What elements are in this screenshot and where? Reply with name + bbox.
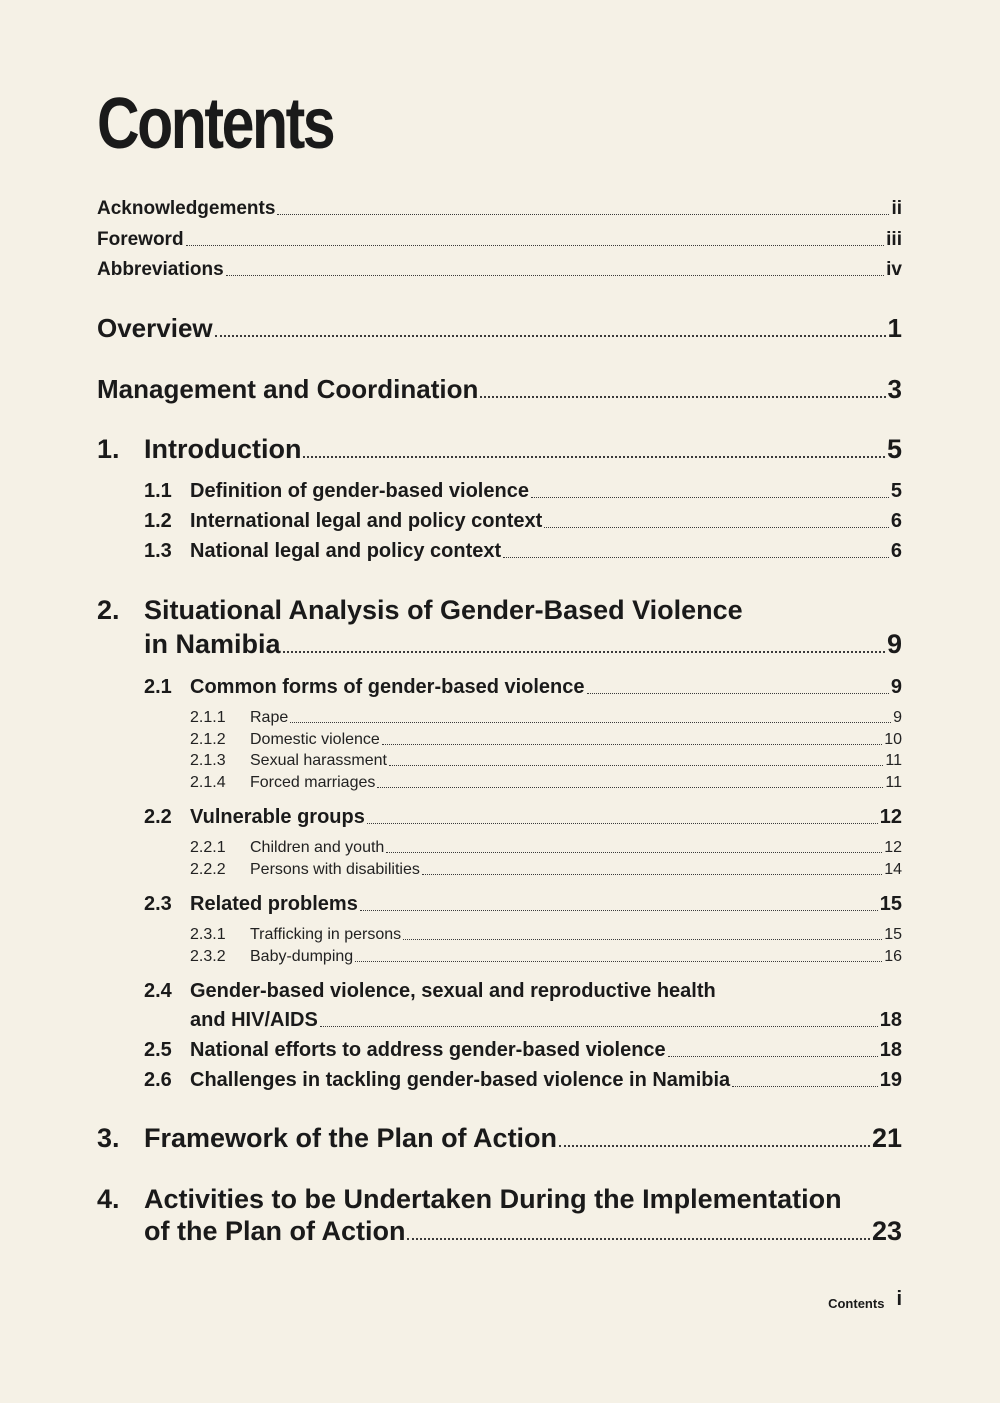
toc-entry-page: 6: [890, 510, 902, 532]
chapter-number: 3.: [97, 1123, 120, 1153]
toc-subsection-2-1-3[interactable]: [190, 752, 902, 770]
section-number: 1.2: [144, 510, 172, 532]
subsection-number: 2.2.1: [190, 839, 226, 856]
toc-entry-label: Common forms of gender-based violence: [190, 676, 585, 698]
toc-entry-label: and HIV/AIDS: [190, 1009, 318, 1031]
toc-entry-label: International legal and policy context: [190, 510, 543, 532]
toc-entry-label: Related problems: [190, 893, 358, 915]
toc-entry-label: of the Plan of Action: [144, 1216, 406, 1246]
dot-leader: [559, 1145, 870, 1147]
toc-entry-acknowledgements[interactable]: [97, 198, 902, 220]
toc-entry-page: 1: [887, 313, 902, 343]
dot-leader: [407, 1238, 869, 1240]
toc-subsection-2-2-1[interactable]: [190, 839, 902, 857]
toc-section-1-1[interactable]: [144, 480, 902, 503]
subsection-number: 2.1.1: [190, 709, 226, 726]
dot-leader: [290, 722, 891, 723]
toc-entry-label: Persons with disabilities: [250, 861, 420, 878]
dot-leader: [422, 874, 882, 875]
toc-section-2-6[interactable]: [144, 1069, 902, 1092]
toc-section-2-1[interactable]: [144, 676, 902, 699]
toc-entry-label: Children and youth: [250, 839, 385, 856]
section-number: 2.4: [144, 980, 172, 1002]
toc-subsection-2-2-2[interactable]: [190, 861, 902, 879]
toc-entry-page: 10: [884, 731, 902, 748]
toc-entry-label: Baby-dumping: [250, 948, 354, 965]
dot-leader: [277, 214, 889, 215]
toc-entry-label: Introduction: [144, 434, 302, 464]
toc-entry-page: 12: [884, 839, 902, 856]
toc-section-1-2[interactable]: [144, 510, 902, 533]
toc-entry-page: ii: [891, 198, 902, 219]
section-number: 1.3: [144, 540, 172, 562]
toc-entry-abbreviations[interactable]: [97, 259, 902, 281]
toc-section-2-4[interactable]: [190, 1009, 902, 1032]
toc-entry-label: Rape: [250, 709, 289, 726]
toc-section-2-5[interactable]: [144, 1039, 902, 1062]
dot-leader: [389, 765, 883, 766]
toc-entry-label: Trafficking in persons: [250, 926, 402, 943]
chapter-number: 2.: [97, 595, 120, 625]
dot-leader: [355, 961, 882, 962]
subsection-number: 2.1.3: [190, 752, 226, 769]
toc-entry-page: 9: [886, 629, 902, 659]
chapter-number: 4.: [97, 1184, 120, 1214]
toc-subsection-2-1-1[interactable]: [190, 709, 902, 727]
toc-chapter-4[interactable]: [144, 1216, 902, 1247]
toc-chapter-1[interactable]: [97, 434, 902, 465]
toc-entry-label: in Namibia: [144, 629, 281, 659]
section-number: 2.5: [144, 1039, 172, 1061]
toc-entry-management[interactable]: [97, 374, 902, 405]
toc-entry-label: Situational Analysis of Gender-Based Violence: [144, 595, 743, 625]
toc-entry-page: 11: [885, 752, 902, 769]
toc-entry-page: 12: [879, 806, 902, 828]
subsection-number: 2.2.2: [190, 861, 226, 878]
footer-page-number: i: [896, 1288, 902, 1310]
toc-entry-label: Activities to be Undertaken During the Implementation: [144, 1184, 842, 1214]
toc-chapter-2-title-line1[interactable]: [97, 595, 743, 626]
dot-leader: [587, 693, 889, 694]
toc-section-2-2[interactable]: [144, 806, 902, 829]
toc-entry-label: Challenges in tackling gender-based violence in Namibia: [190, 1069, 731, 1091]
toc-entry-label: Sexual harassment: [250, 752, 387, 769]
toc-entry-label: Management and Coordination: [97, 374, 479, 404]
dot-leader: [403, 939, 882, 940]
toc-entry-label: Foreword: [97, 229, 184, 250]
section-number: 2.3: [144, 893, 172, 915]
toc-chapter-4-title-line1[interactable]: [97, 1184, 842, 1215]
toc-section-2-4-line1[interactable]: [144, 980, 716, 1003]
toc-entry-page: 21: [871, 1123, 902, 1153]
toc-chapter-2[interactable]: [144, 629, 902, 660]
dot-leader: [531, 497, 889, 498]
dot-leader: [303, 456, 885, 458]
dot-leader: [503, 557, 889, 558]
toc-entry-label: Forced marriages: [250, 774, 376, 791]
toc-entry-label: Domestic violence: [250, 731, 380, 748]
dot-leader: [544, 527, 889, 528]
toc-entry-label: Definition of gender-based violence: [190, 480, 529, 502]
toc-entry-page: iii: [886, 229, 902, 250]
page-footer: [828, 1288, 902, 1311]
dot-leader: [320, 1026, 878, 1027]
section-number: 2.1: [144, 676, 172, 698]
toc-entry-page: 3: [887, 374, 902, 404]
chapter-number: 1.: [97, 434, 120, 464]
subsection-number: 2.1.2: [190, 731, 226, 748]
toc-entry-foreword[interactable]: [97, 229, 902, 251]
toc-section-2-3[interactable]: [144, 893, 902, 916]
page-title: Contents: [97, 84, 334, 164]
toc-entry-label: National efforts to address gender-based violence: [190, 1039, 666, 1061]
section-number: 2.2: [144, 806, 172, 828]
toc-entry-label: Acknowledgements: [97, 198, 276, 219]
dot-leader: [215, 335, 886, 337]
dot-leader: [367, 823, 878, 824]
dot-leader: [386, 852, 882, 853]
toc-entry-label: National legal and policy context: [190, 540, 502, 562]
dot-leader: [377, 787, 883, 788]
toc-entry-page: 16: [884, 948, 902, 965]
toc-entry-page: 6: [890, 540, 902, 562]
dot-leader: [732, 1086, 878, 1087]
toc-entry-page: 15: [879, 893, 902, 915]
toc-entry-page: 5: [886, 434, 902, 464]
dot-leader: [668, 1056, 878, 1057]
toc-entry-overview[interactable]: [97, 313, 902, 344]
toc-entry-label: Abbreviations: [97, 259, 224, 280]
dot-leader: [226, 275, 884, 276]
footer-section-label: Contents: [828, 1296, 885, 1311]
dot-leader: [480, 396, 885, 398]
toc-entry-page: 9: [890, 676, 902, 698]
toc-entry-label: Overview: [97, 313, 213, 343]
toc-entry-page: 18: [879, 1009, 902, 1031]
dot-leader: [283, 651, 885, 653]
toc-subsection-2-3-2[interactable]: [190, 948, 902, 966]
toc-entry-label: Vulnerable groups: [190, 806, 365, 828]
toc-entry-page: 5: [890, 480, 902, 502]
toc-entry-label: Gender-based violence, sexual and reproductive health: [190, 980, 716, 1002]
dot-leader: [186, 245, 885, 246]
section-number: 2.6: [144, 1069, 172, 1091]
dot-leader: [360, 910, 878, 911]
subsection-number: 2.1.4: [190, 774, 226, 791]
toc-entry-page: 11: [885, 774, 902, 791]
toc-section-1-3[interactable]: [144, 540, 902, 563]
toc-entry-page: 9: [893, 709, 902, 726]
dot-leader: [382, 744, 882, 745]
toc-entry-label: Framework of the Plan of Action: [144, 1123, 558, 1153]
subsection-number: 2.3.1: [190, 926, 226, 943]
toc-entry-page: 15: [884, 926, 902, 943]
toc-chapter-3[interactable]: [97, 1123, 902, 1154]
toc-entry-page: iv: [886, 259, 902, 280]
toc-subsection-2-1-2[interactable]: [190, 731, 902, 749]
toc-entry-page: 23: [871, 1216, 902, 1246]
toc-entry-page: 19: [879, 1069, 902, 1091]
toc-entry-page: 14: [884, 861, 902, 878]
toc-subsection-2-1-4[interactable]: [190, 774, 902, 792]
section-number: 1.1: [144, 480, 172, 502]
toc-entry-page: 18: [879, 1039, 902, 1061]
toc-subsection-2-3-1[interactable]: [190, 926, 902, 944]
subsection-number: 2.3.2: [190, 948, 226, 965]
